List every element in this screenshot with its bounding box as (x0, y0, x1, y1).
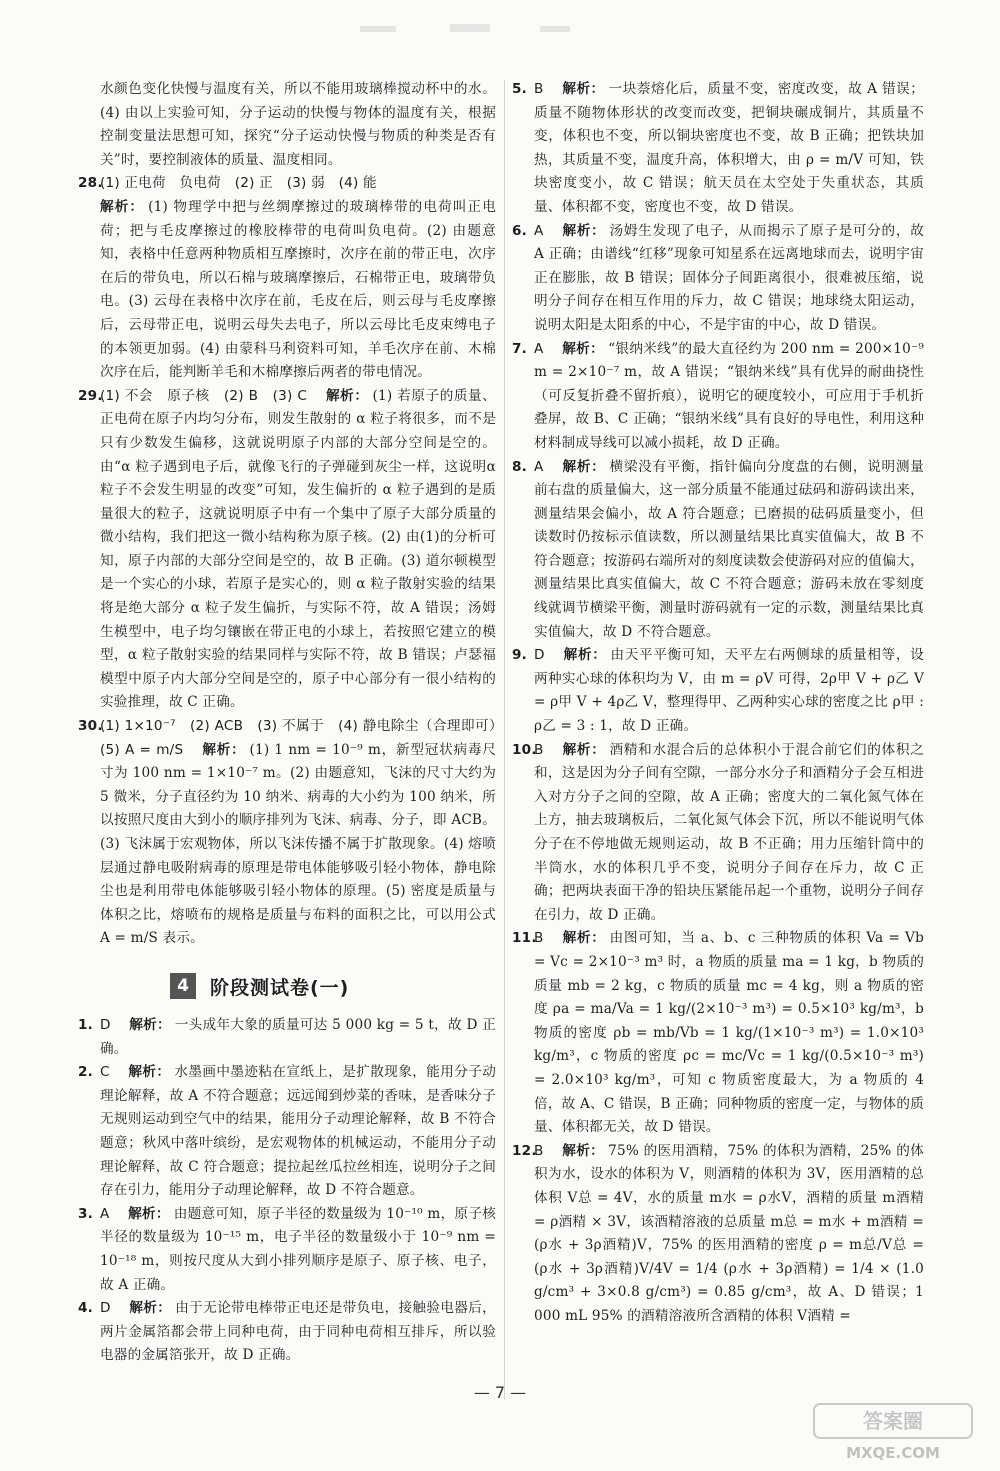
analysis-text: 横梁没有平衡，指针偏向分度盘的右侧，说明测量前右盘的质量偏大，这一部分质量不能通过砝码和游码读出来，测量结果会偏小，故 A 符合题意；已磨损的砝码质量变小，但读数时仍按标示值读数，所以测量结果比真实值偏大，故 B 不符合题意；按游码右端所对的刻度读数会使游码对应的值偏大，测量结果比真实值偏大，故 C 不符合题意；游码未放在零刻度线就调节横梁平衡，测量时游码就有一定的示数，测量结果比真实值偏大，故 D 不符合题意。 (534, 458, 924, 640)
column-divider (504, 80, 505, 1400)
question-number: 28. (78, 175, 103, 192)
answer: B (534, 81, 544, 97)
answer: B (534, 1142, 544, 1159)
answer: B (534, 741, 544, 758)
analysis-label: 解析： (562, 930, 606, 947)
analysis-label: 解析： (129, 1016, 171, 1033)
analysis-label: 解析： (562, 222, 606, 239)
answer: (1) 1×10⁻⁷ (2) ACB (3) 不属于 (4) 静电除尘（合理即可） (5) A = m/S (100, 718, 510, 758)
analysis-label: 解析： (562, 340, 605, 357)
answer: C (100, 1064, 110, 1081)
test-question-1 (78, 1014, 496, 1061)
svg-text:MXQE.COM: MXQE.COM (846, 1444, 940, 1462)
analysis-label: 解析： (128, 1064, 171, 1081)
answer: D (100, 1300, 111, 1317)
test-question-12 (512, 1140, 924, 1329)
question-number: 29. (78, 387, 103, 404)
analysis-label: 解析： (202, 741, 246, 758)
question-number: 8. (512, 458, 528, 475)
analysis-text: 由图可知，当 a、b、c 三种物质的体积 Va = Vb = Vc = 2×10⁻³ m³ 时，a 物质的质量 ma = 1 kg，b 物质的质量 mb = 2 kg，c 物质的质量 mc = 4 kg，则 a 物质的密度 ρa = ma/Va = 1 kg/(2×10⁻³ m³) = 0.5×10³ kg/m³，b 物质的密度 ρb = mb/Vb = 1 kg/(1×10⁻³ m³) = 1.0×10³ kg/m³，c 物质的密度 ρc = mc/Vc = 1 kg/(0.5×10⁻³ m³) = 2.0×10³ kg/m³，可知 c 物质密度最大，为 a 物质的 4 倍，故 A、C 错误，B 正确；同种物质的密度一定，与物体的质量、体积都无关，故 D 错误。 (534, 930, 924, 1136)
analysis-text: 一头成年大象的质量可达 5 000 kg = 5 t，故 D 正确。 (100, 1016, 496, 1057)
analysis-text: 75% 的医用酒精，75% 的体积为酒精，25% 的体积为水，设水的体积为 V，则酒精的体积为 3V，医用酒精的总体积 V总 = 4V，水的质量 m水 = ρ水V，酒精的质量 m酒精 = ρ酒精 × 3V，该酒精溶液的总质量 m总 = m水 + m酒精 = (ρ水 + 3ρ酒精)V，75% 的医用酒精的密度 ρ = m总/V总 = (ρ水 + 3ρ酒精)V/4V = 1/4 (ρ水 + 3ρ酒精) = 1/4 × (1.0 g/cm³ + 3×0.8 g/cm³) = 0.85 g/cm³，故 A、D 错误；1 000 mL 95% 的酒精溶液所含酒精的体积 V酒精 = (534, 1142, 924, 1324)
question-number: 2. (78, 1064, 94, 1081)
analysis-text: 由于无论带电棒带正电还是带负电，接触验电器后，两片金属箔都会带上同种电荷，由于同种电荷相互排斥，所以验电器的金属箔张开，故 D 正确。 (100, 1300, 496, 1364)
analysis-label: 解析： (562, 1142, 605, 1159)
section-header (170, 973, 496, 1000)
answer: A (534, 222, 544, 239)
analysis-label: 解析： (128, 1205, 170, 1222)
analysis-label: 解析： (562, 458, 606, 475)
answer: (1) 不会 原子核 (2) B (3) C (100, 387, 308, 404)
section-number: 4 (170, 973, 196, 999)
analysis-text: (1) 物理学中把与丝绸摩擦过的玻璃棒带的电荷叫正电荷；把与毛皮摩擦过的橡胶棒带的电荷叫负电荷。(2) 由题意知，表格中任意两种物质相互摩擦时，次序在前的带正电，次序在后的带负电，所以石棉与玻璃摩擦后，石棉带正电，玻璃带负电。(3) 云母在表格中次序在前，毛皮在后，则云母与毛皮摩擦后，云母带正电，说明云母失去电子，所以云母比毛皮束缚电子的本领更加弱。(4) 由蒙科马利资料可知，羊毛次序在前、木棉次序在后，能判断羊毛和木棉摩擦后两者的带电情况。 (100, 198, 496, 381)
analysis-label: 解析： (562, 81, 605, 97)
answer: A (534, 340, 544, 357)
question-28 (78, 172, 496, 384)
question-number: 5. (512, 81, 528, 97)
test-question-2 (78, 1061, 496, 1203)
test-question-10 (512, 739, 924, 928)
question-number: 3. (78, 1205, 94, 1222)
question-number: 4. (78, 1300, 94, 1317)
analysis-label: 解析： (326, 387, 369, 404)
test-question-3 (78, 1203, 496, 1297)
question-number: 12. (512, 1142, 537, 1159)
test-question-7 (512, 338, 924, 456)
test-question-11 (512, 927, 924, 1139)
svg-text:答案圈: 答案圈 (863, 1409, 923, 1433)
left-column (78, 78, 510, 1368)
analysis-text: (1) 若原子的质量、正电荷在原子内均匀分布，则发生散射的 α 粒子将很多，而不是只有少数发生偏移，这就说明原子内部的大部分空间是空的。由“α 粒子遇到电子后，就像飞行的子弹碰到灰尘一样，这说明α粒子不会发生明显的改变”可知，发生偏折的 α 粒子遇到的是质量很大的粒子，这就说明原子中有一个集中了原子大部分质量的微小结构，我们把这一微小结构称为原子核。(2) 由(1)的分析可知，原子内部的大部分空间是空的，故 B 正确。(3) 道尔顿模型是一个实心的小球，若原子是实心的，则 α 粒子散射实验的结果将是绝大部分 α 粒子发生偏折，与实际不符，故 A 错误；汤姆生模型中，电子均匀镶嵌在带正电的小球上，若按照它建立的模型，α 粒子散射实验的结果同样与实际不符，故 B 错误；卢瑟福模型中原子内大部分空间是空的，原子中心部分有一很小结构的实验推理，故 C 正确。 (100, 387, 496, 711)
answer: (1) 正电荷 负电荷 (2) 正 (3) 弱 (4) 能 (100, 175, 377, 192)
question-number: 11. (512, 930, 537, 947)
analysis-text: “银纳米线”的最大直径约为 200 nm = 200×10⁻⁹ m = 2×10⁻⁷ m，故 A 错误；“银纳米线”具有优异的耐曲挠性（可反复折叠不留折痕），说明它的硬度较小，可应用于手机折叠屏，故 B、C 正确；“银纳米线”具有良好的导电性，利用这种材料制成导线可以减小损耗，故 D 正确。 (534, 340, 924, 451)
analysis-text: 由题意可知，原子半径的数量级为 10⁻¹⁰ m，原子核半径的数量级为 10⁻¹⁵ m，电子半径的数量级小于 10⁻⁹ nm = 10⁻¹⁸ m，则按尺度从大到小排列顺序是原子、原子核、电子，故 A 正确。 (100, 1205, 496, 1293)
analysis-text: 由天平平衡可知，天平左右两侧球的质量相等，设两种实心球的体积均为 V，由 m = ρV 可得，2ρ甲 V + ρ乙 V = ρ甲 V + 4ρ乙 V，整理得甲、乙两种实心球的密度之比 ρ甲 : ρ乙 = 3 : 1，故 D 正确。 (534, 647, 924, 735)
analysis-text: (1) 1 nm = 10⁻⁹ m，新型冠状病毒尺寸为 100 nm = 1×10⁻⁷ m。(2) 由题意知，飞沫的尺寸大约为 5 微米，分子直径约为 10 纳米、病毒的大小约为 100 纳米，所以按照尺度由大到小的顺序排列为飞沫、病毒、分子，即 ACB。(3) 飞沫属于宏观物体，所以飞沫传播不属于扩散现象。(4) 熔喷层通过静电吸附病毒的原理是带电体能够吸引轻小物体，静电除尘也是利用带电体能够吸引轻小物体的原理。(5) 密度是质量与体积之比，熔喷布的规格是质量与布料的面积之比，可以用公式 A = m/S 表示。 (100, 741, 496, 947)
right-column (512, 78, 924, 1328)
analysis-label: 解析： (129, 1300, 172, 1317)
test-question-8 (512, 456, 924, 645)
continued-text: 水颜色变化快慢与温度有关，所以不能用玻璃棒搅动杯中的水。(4) 由以上实验可知，分子运动的快慢与物体的温度有关，根据控制变量法思想可知，探究“分子运动快慢与物质的种类是否有关”时，要控制液体的质量、温度相同。 (100, 81, 496, 168)
analysis-text: 汤姆生发现了电子，从而揭示了原子是可分的，故 A 正确；由谱线“红移”现象可知星系在远离地球而去，说明宇宙正在膨胀，故 B 错误；固体分子间距离很小，很难被压缩，说明分子间存在相互作用的斥力，故 C 错误；地球绕太阳运动，说明太阳是太阳系的中心，不是宇宙的中心，故 D 错误。 (534, 222, 924, 333)
question-number: 7. (512, 340, 528, 357)
question-number: 10. (512, 741, 537, 758)
question-30 (78, 715, 510, 951)
answer: D (534, 647, 545, 664)
answer: A (100, 1205, 110, 1222)
analysis-text: 一块萘熔化后，质量不变，密度改变，故 A 错误；质量不随物体形状的改变而改变，把铜块碾成铜片，其质量不变，体积也不变，所以铜块密度也不变，故 B 正确；把铁块加热，其质量不变，温度升高，体积增大，由 ρ = m/V 可知，铁块密度变小，故 C 错误；航天员在太空处于失重状态，其质量、体积都不变，密度也不变，故 D 错误。 (534, 81, 924, 215)
analysis-label: 解析： (562, 741, 606, 758)
question-number: 30. (78, 718, 103, 735)
analysis-text: 水墨画中墨迹粘在宣纸上，是扩散现象，能用分子动理论解释，故 A 不符合题意；远远闻到炒菜的香味，是香味分子无规则运动到空气中的结果，能用分子动理论解释，故 B 不符合题意；秋风中落叶缤纷，是宏观物体的机械运动，不能用分子动理论解释，故 C 符合题意；提拉起丝瓜拉丝相连，说明分子之间存在引力，能用分子动理论解释，故 D 不符合题意。 (100, 1064, 496, 1199)
answer: A (534, 458, 544, 475)
test-question-4 (78, 1297, 496, 1368)
question-29 (78, 385, 496, 715)
analysis-label: 解析： (100, 198, 145, 215)
page-number: — 7 — (473, 1383, 527, 1402)
scan-smudge (330, 20, 610, 38)
answer: D (100, 1016, 111, 1033)
question-number: 1. (78, 1016, 94, 1033)
analysis-text: 酒精和水混合后的总体积小于混合前它们的体积之和，这是因为分子间有空隙，一部分水分子和酒精分子会互相进入对方分子之间的空隙，故 A 正确；密度大的二氧化氮气体在上方，抽去玻璃板后，二氧化氮气体会下沉，所以不能说明气体分子在不停地做无规则运动，故 B 不正确；用力压缩针筒中的半筒水，水的体积几乎不变，说明分子间存在斥力，故 C 正确；把两块表面干净的铅块压紧能吊起一个重物，说明分子间存在引力，故 D 正确。 (534, 741, 924, 923)
test-question-6 (512, 220, 924, 338)
test-question-5 (512, 78, 924, 220)
answer: B (534, 930, 544, 947)
question-number: 9. (512, 647, 528, 664)
question-number: 6. (512, 222, 528, 239)
test-question-9 (512, 644, 924, 738)
analysis-label: 解析： (563, 647, 607, 664)
watermark-logo (808, 1400, 978, 1464)
section-title: 阶段测试卷(一) (210, 976, 350, 999)
